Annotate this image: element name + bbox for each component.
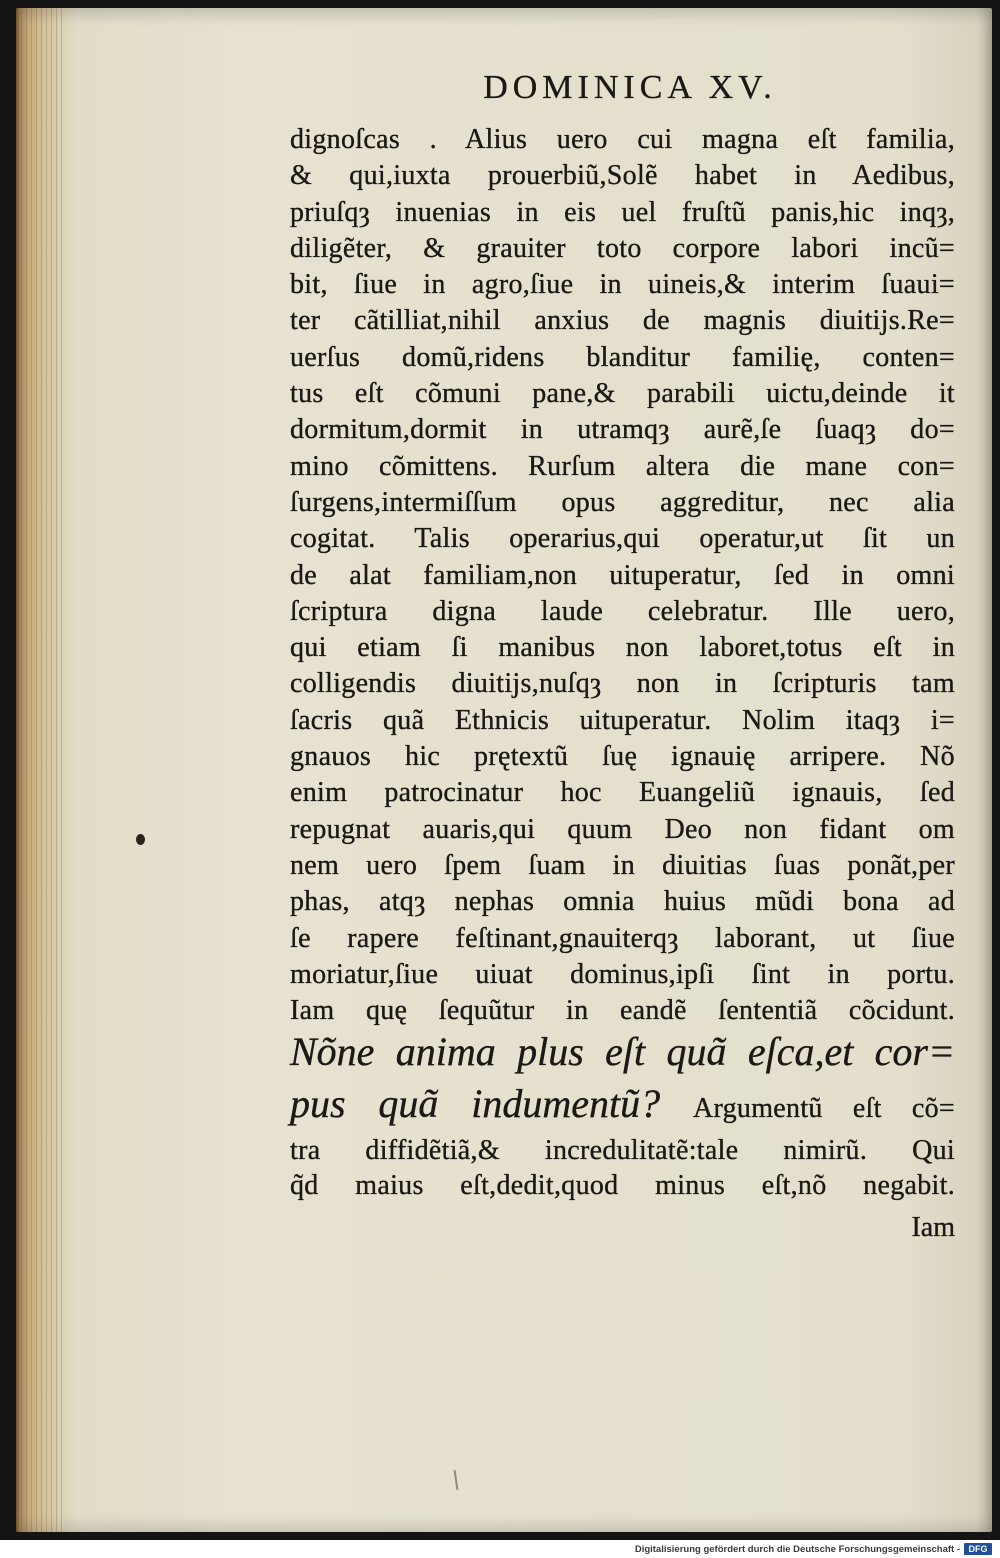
text-line: phas, atqȝ nephas omnia huius mũdi bona ad [290, 886, 955, 918]
text-line: nem uero ſpem ſuam in diuitias ſuas ponãt,per [290, 849, 955, 881]
text-line: diligẽter, & grauiter toto corpore labori incũ= [290, 232, 955, 264]
funding-notice: Digitalisierung gefördert durch die Deutsche Forschungsgemeinschaft - [634, 1544, 960, 1555]
running-head: DOMINICA XV. [483, 69, 777, 106]
ink-spot [136, 834, 145, 845]
text-line: enim patrocinatur hoc Euangeliũ ignauis, ſed [290, 777, 955, 809]
scripture-quote-end: pus quã indumentũ? [290, 1081, 661, 1126]
commentary-start: Argumentũ eſt cõ= [692, 1093, 955, 1124]
text-line: ſacris quã Ethnicis uituperatur. Nolim itaqȝ i= [290, 704, 955, 736]
text-line: tus eſt cõmuni pane,& parabili uictu,deinde it [290, 378, 955, 410]
text-line: ſe rapere feſtinant,gnauiterqȝ laborant, ut ſiue [290, 922, 955, 954]
text-line: ter cãtilliat,nihil anxius de magnis diuitijs.Re= [290, 305, 955, 337]
catchword: Iam [911, 1212, 955, 1243]
scripture-quote-line: Nõne anima plus eſt quã eſca,et cor= [290, 1029, 955, 1074]
text-line: ſurgens,intermiſſum opus aggreditur, nec alia [290, 486, 955, 518]
text-line: priuſqȝ inuenias in eis uel fruſtũ panis,hic inqȝ, [290, 196, 955, 228]
text-line: cogitat. Talis operarius,qui operatur,ut ſit un [290, 523, 955, 555]
text-line: mino cõmittens. Rurſum altera die mane con= [290, 450, 955, 482]
text-line: uerſus domũ,ridens blanditur familię, conten= [290, 341, 955, 373]
scripture-quote-line-mixed [290, 1078, 955, 1130]
text-line: dignoſcas . Alius uero cui magna eſt familia, [290, 124, 955, 155]
text-line: repugnat auaris,qui quum Deo non fidant om [290, 813, 955, 845]
text-line: dormitum,dormit in utramqȝ aurẽ,ſe ſuaqȝ do= [290, 414, 955, 446]
text-line: de alat familiam,non uituperatur, ſed in omni [290, 559, 955, 591]
text-line: & qui,iuxta prouerbiũ,Solẽ habet in Aedibus, [290, 160, 955, 192]
text-line: tra diffidẽtiã,& incredulitatẽ:tale nimirũ. Qui [290, 1135, 955, 1166]
text-line: gnauos hic prętextũ ſuę ignauię arripere. Nõ [290, 741, 955, 773]
text-line: colligendis diuitijs,nuſqȝ non in ſcripturis tam [290, 668, 955, 700]
body-text [290, 122, 955, 1029]
text-line: ſcriptura digna laude celebratur. Ille uero, [290, 595, 955, 627]
text-line: Iam quę ſequũtur in eandẽ ſententiã cõcidunt. [290, 995, 955, 1027]
text-line: bit, ſiue in agro,ſiue in uineis,& interim ſuaui= [290, 269, 955, 301]
digitization-footer [0, 1540, 1000, 1558]
dfg-logo: DFG [964, 1543, 992, 1555]
text-line: q̃d maius eſt,dedit,quod minus eſt,nõ negabit. [290, 1170, 955, 1201]
text-line: qui etiam ſi manibus non laboret,totus eſt in [290, 632, 955, 664]
text-line: moriatur,ſiue uiuat dominus,ipſi ſint in portu. [290, 958, 955, 990]
page-fore-edge [16, 8, 62, 1532]
